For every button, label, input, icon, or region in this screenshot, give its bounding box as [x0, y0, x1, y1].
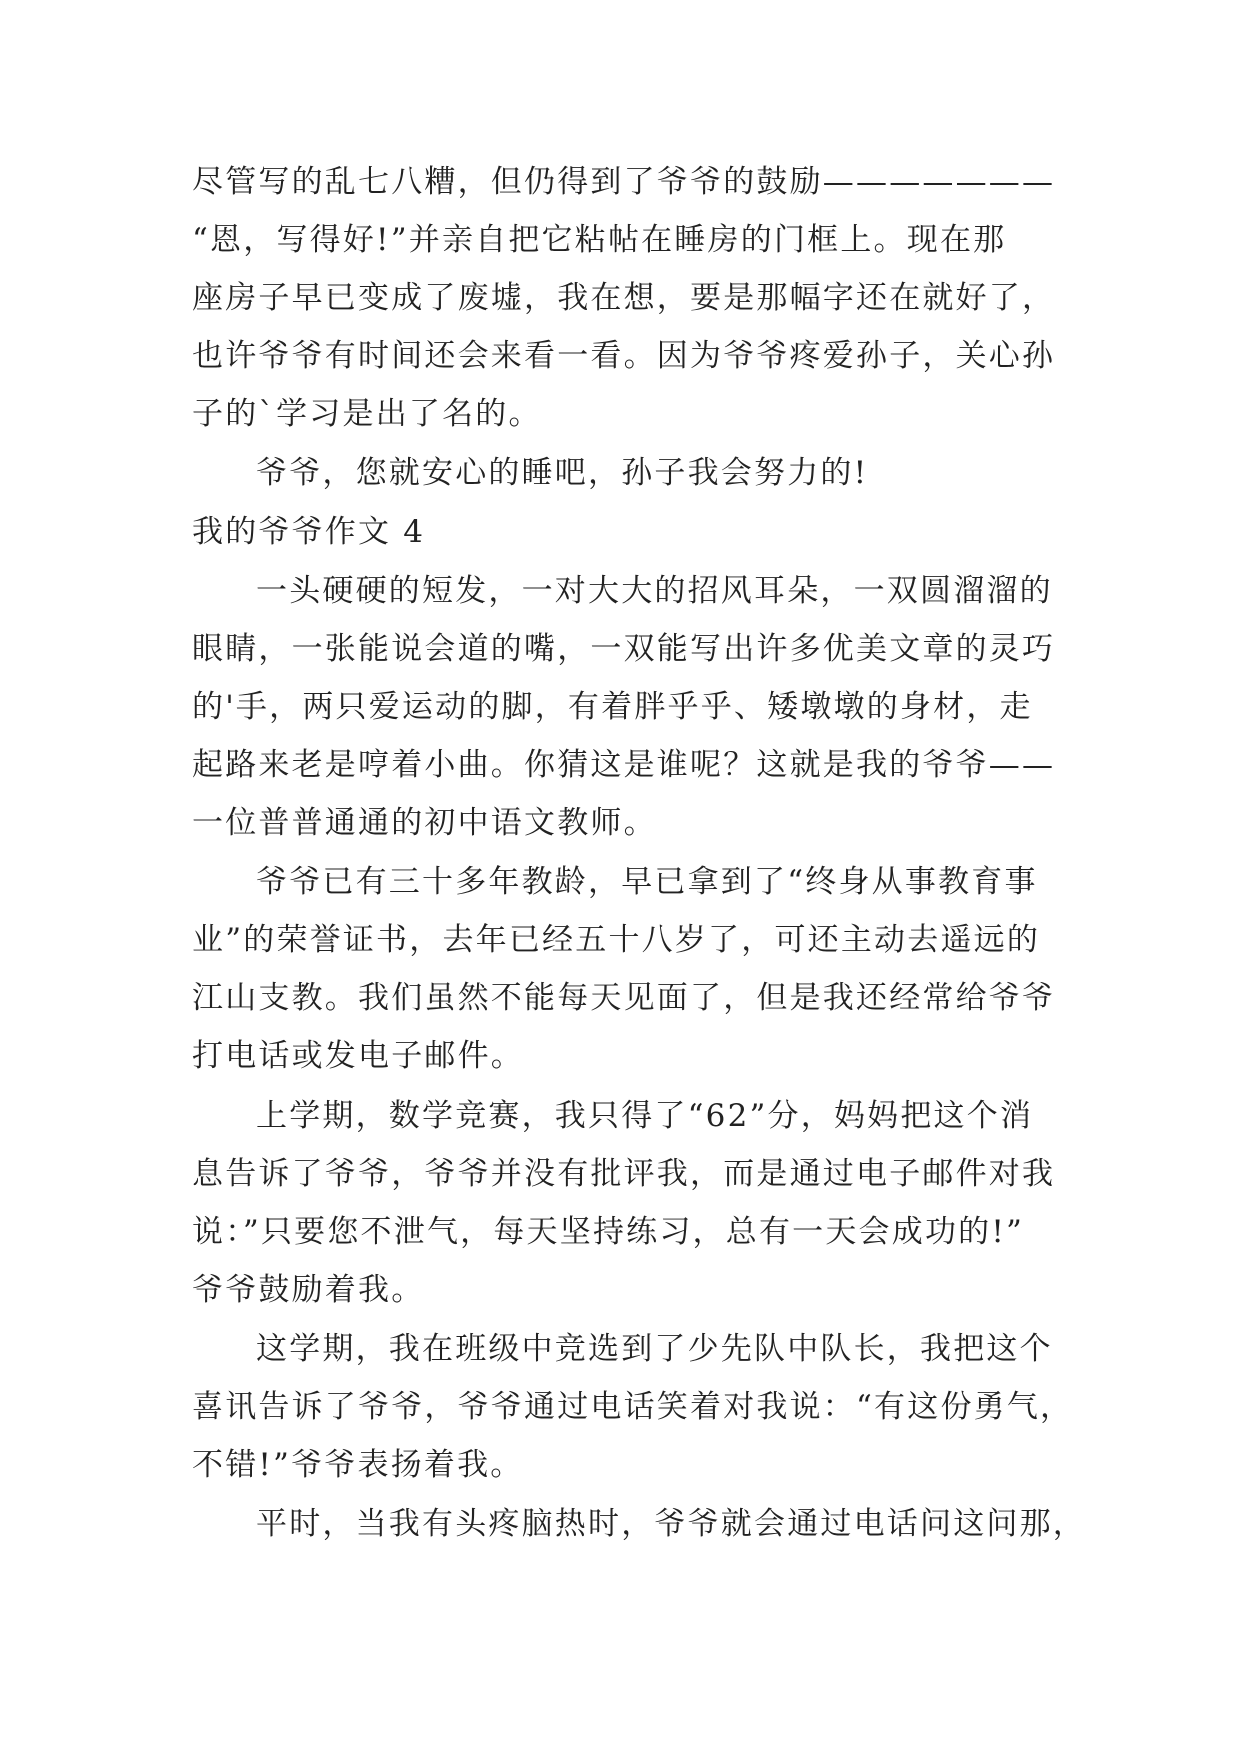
- text-line: 爷爷鼓励着我。: [192, 1272, 425, 1308]
- text-line: 子的`学习是出了名的。: [192, 396, 542, 432]
- text-line: 的'手，两只爱运动的脚，有着胖乎乎、矮墩墩的身材，走: [192, 689, 1033, 725]
- text-line: 座房子早已变成了废墟，我在想，要是那幅字还在就好了，: [192, 280, 1056, 316]
- text-line: 尽管写的乱七八糟，但仍得到了爷爷的鼓励———————: [192, 164, 1056, 200]
- text-line: 上学期，数学竞赛，我只得了“62”分，妈妈把这个消: [256, 1098, 1034, 1134]
- text-line: 这学期，我在班级中竞选到了少先队中队长，我把这个: [256, 1331, 1053, 1367]
- text-line: 息告诉了爷爷，爷爷并没有批评我，而是通过电子邮件对我: [192, 1156, 1056, 1192]
- text-line: 眼睛，一张能说会道的嘴，一双能写出许多优美文章的灵巧: [192, 631, 1056, 667]
- text-line: 一位普普通通的初中语文教师。: [192, 805, 657, 841]
- text-line: 也许爷爷有时间还会来看一看。因为爷爷疼爱孙子，关心孙: [192, 338, 1056, 374]
- text-line: 平时，当我有头疼脑热时，爷爷就会通过电话问这问那，: [256, 1506, 1086, 1542]
- text-line: “恩，写得好!”并亲自把它粘帖在睡房的门框上。现在那: [192, 222, 1007, 258]
- text-line: 爷爷已有三十多年教龄，早已拿到了“终身从事教育事: [256, 864, 1038, 900]
- text-line: 说：”只要您不泄气，每天坚持练习，总有一天会成功的!”: [192, 1214, 1025, 1250]
- text-line: 江山支教。我们虽然不能每天见面了，但是我还经常给爷爷: [192, 980, 1056, 1016]
- text-line: 一头硬硬的短发，一对大大的招风耳朵，一双圆溜溜的: [256, 573, 1053, 609]
- text-line: 不错!”爷爷表扬着我。: [192, 1447, 524, 1483]
- section-heading: 我的爷爷作文 4: [192, 514, 426, 550]
- text-line: 喜讯告诉了爷爷，爷爷通过电话笑着对我说：“有这份勇气，: [192, 1389, 1074, 1425]
- text-line: 起路来老是哼着小曲。你猜这是谁呢？这就是我的爷爷——: [192, 747, 1056, 783]
- text-line: 打电话或发电子邮件。: [192, 1038, 524, 1074]
- text-line: 爷爷，您就安心的睡吧，孙子我会努力的!: [256, 455, 869, 491]
- text-line: 业”的荣誉证书，去年已经五十八岁了，可还主动去遥远的: [192, 922, 1041, 958]
